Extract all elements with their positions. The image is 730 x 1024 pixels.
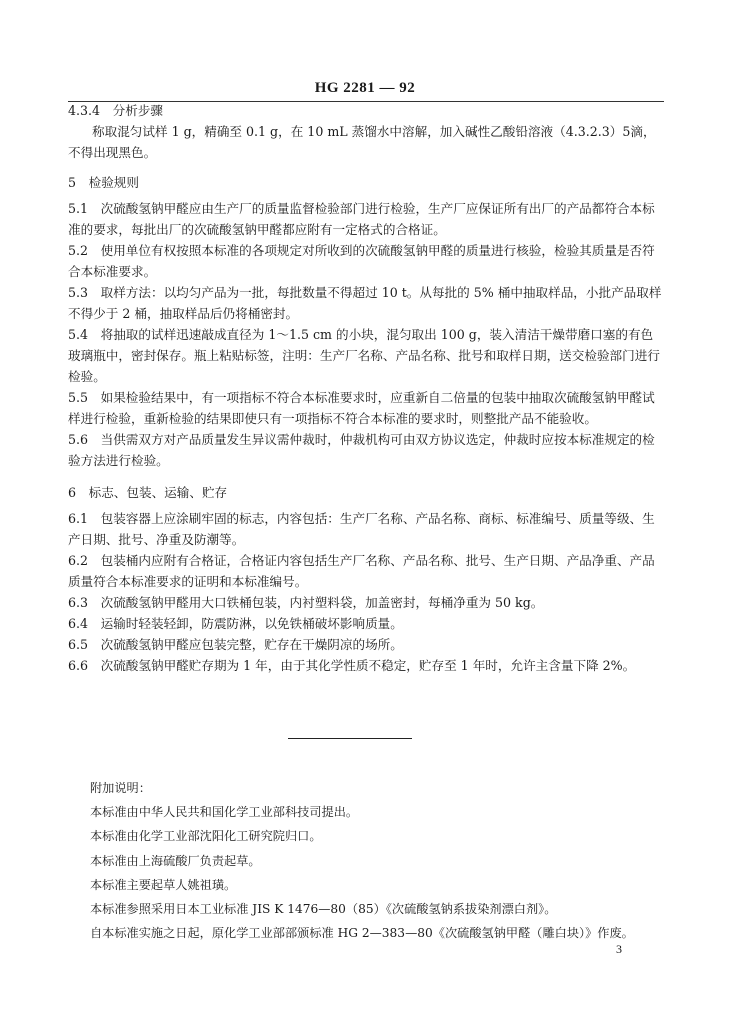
clause-5-2: 5.2 使用单位有权按照本标准的各项规定对所收到的次硫酸氢钠甲醛的质量进行核验，检验其质量是否符合本标准要求。: [68, 243, 655, 279]
section-5-items: [68, 198, 664, 471]
section-4-3-4: [68, 100, 664, 163]
section-6-items: [68, 508, 664, 676]
page-number: 3: [616, 942, 622, 956]
section-6-title-block: [68, 482, 664, 503]
section-4-3-4-title: 4.3.4 分析步骤: [68, 103, 164, 118]
section-4-3-4-text: 称取混匀试样 1 g，精确至 0.1 g，在 10 mL 蒸馏水中溶解，加入碱性乙酸铅溶液（4.3.2.3）5滴，不得出现黑色。: [68, 124, 656, 160]
section-5-title-block: [68, 172, 664, 193]
end-of-text-rule: [288, 738, 412, 739]
clause-6-3: 6.3 次硫酸氢钠甲醛用大口铁桶包装，内衬塑料袋，加盖密封，每桶净重为 50 kg。: [68, 595, 544, 610]
appendix-notes: [90, 776, 650, 945]
clause-6-4: 6.4 运输时轻装轻卸，防震防淋，以免铁桶破坏影响质量。: [68, 616, 403, 631]
clause-6-5: 6.5 次硫酸氢钠甲醛应包装完整，贮存在干燥阴凉的场所。: [68, 637, 403, 652]
clause-5-5: 5.5 如果检验结果中，有一项指标不符合本标准要求时，应重新自二倍量的包装中抽取次硫酸氢钠甲醛试样进行检验，重新检验的结果即使只有一项指标不符合本标准的要求时，则整批产品不能验收。: [68, 390, 655, 426]
standard-code-header: HG 2281 — 92: [314, 80, 416, 96]
clause-6-2: 6.2 包装桶内应附有合格证，合格证内容包括生产厂名称、产品名称、批号、生产日期、产品净重、产品质量符合本标准要求的证明和本标准编号。: [68, 553, 655, 589]
clause-6-6: 6.6 次硫酸氢钠甲醛贮存期为 1 年，由于其化学性质不稳定，贮存至 1 年时，允许主含量下降 2%。: [68, 658, 636, 673]
appendix-line: 自本标准实施之日起，原化学工业部部颁标准 HG 2—383—80《次硫酸氢钠甲醛（雕白块）》作废。: [90, 926, 634, 941]
appendix-line: 本标准参照采用日本工业标准 JIS K 1476—80（85）《次硫酸氢钠系拔染剂漂白剂》。: [90, 902, 557, 917]
section-6-title: 6 标志、包装、运输、贮存: [68, 485, 228, 500]
clause-6-1: 6.1 包装容器上应涂刷牢固的标志，内容包括：生产厂名称、产品名称、商标、标准编号、质量等级、生产日期、批号、净重及防潮等。: [68, 511, 655, 547]
appendix-line: 本标准主要起草人姚祖璜。: [90, 877, 237, 892]
appendix-line: 本标准由上海硫酸厂负责起草。: [90, 853, 261, 868]
appendix-line: 本标准由中华人民共和国化学工业部科技司提出。: [90, 805, 359, 820]
section-5-title: 5 检验规则: [68, 175, 139, 190]
appendix-line: 本标准由化学工业部沈阳化工研究院归口。: [90, 829, 322, 844]
appendix-title: 附加说明：: [90, 781, 151, 795]
clause-5-6: 5.6 当供需双方对产品质量发生异议需仲裁时，仲裁机构可由双方协议选定，仲裁时应按本标准规定的检验方法进行检验。: [68, 432, 655, 468]
clause-5-3: 5.3 取样方法：以均匀产品为一批，每批数量不得超过 10 t。从每批的 5% 桶中抽取样品，小批产品取样不得少于 2 桶，抽取样品后仍将桶密封。: [68, 285, 662, 321]
clause-5-4: 5.4 将抽取的试样迅速敲成直径为 1～1.5 cm 的小块，混匀取出 100 g，装入清洁干燥带磨口塞的有色玻璃瓶中，密封保存。瓶上粘贴标签，注明：生产厂名称、产品名称、批号和取样日期，送交检验部门进行检验。: [68, 327, 660, 384]
clause-5-1: 5.1 次硫酸氢钠甲醛应由生产厂的质量监督检验部门进行检验，生产厂应保证所有出厂的产品都符合本标准的要求，每批出厂的次硫酸氢钠甲醛都应附有一定格式的合格证。: [68, 201, 655, 237]
